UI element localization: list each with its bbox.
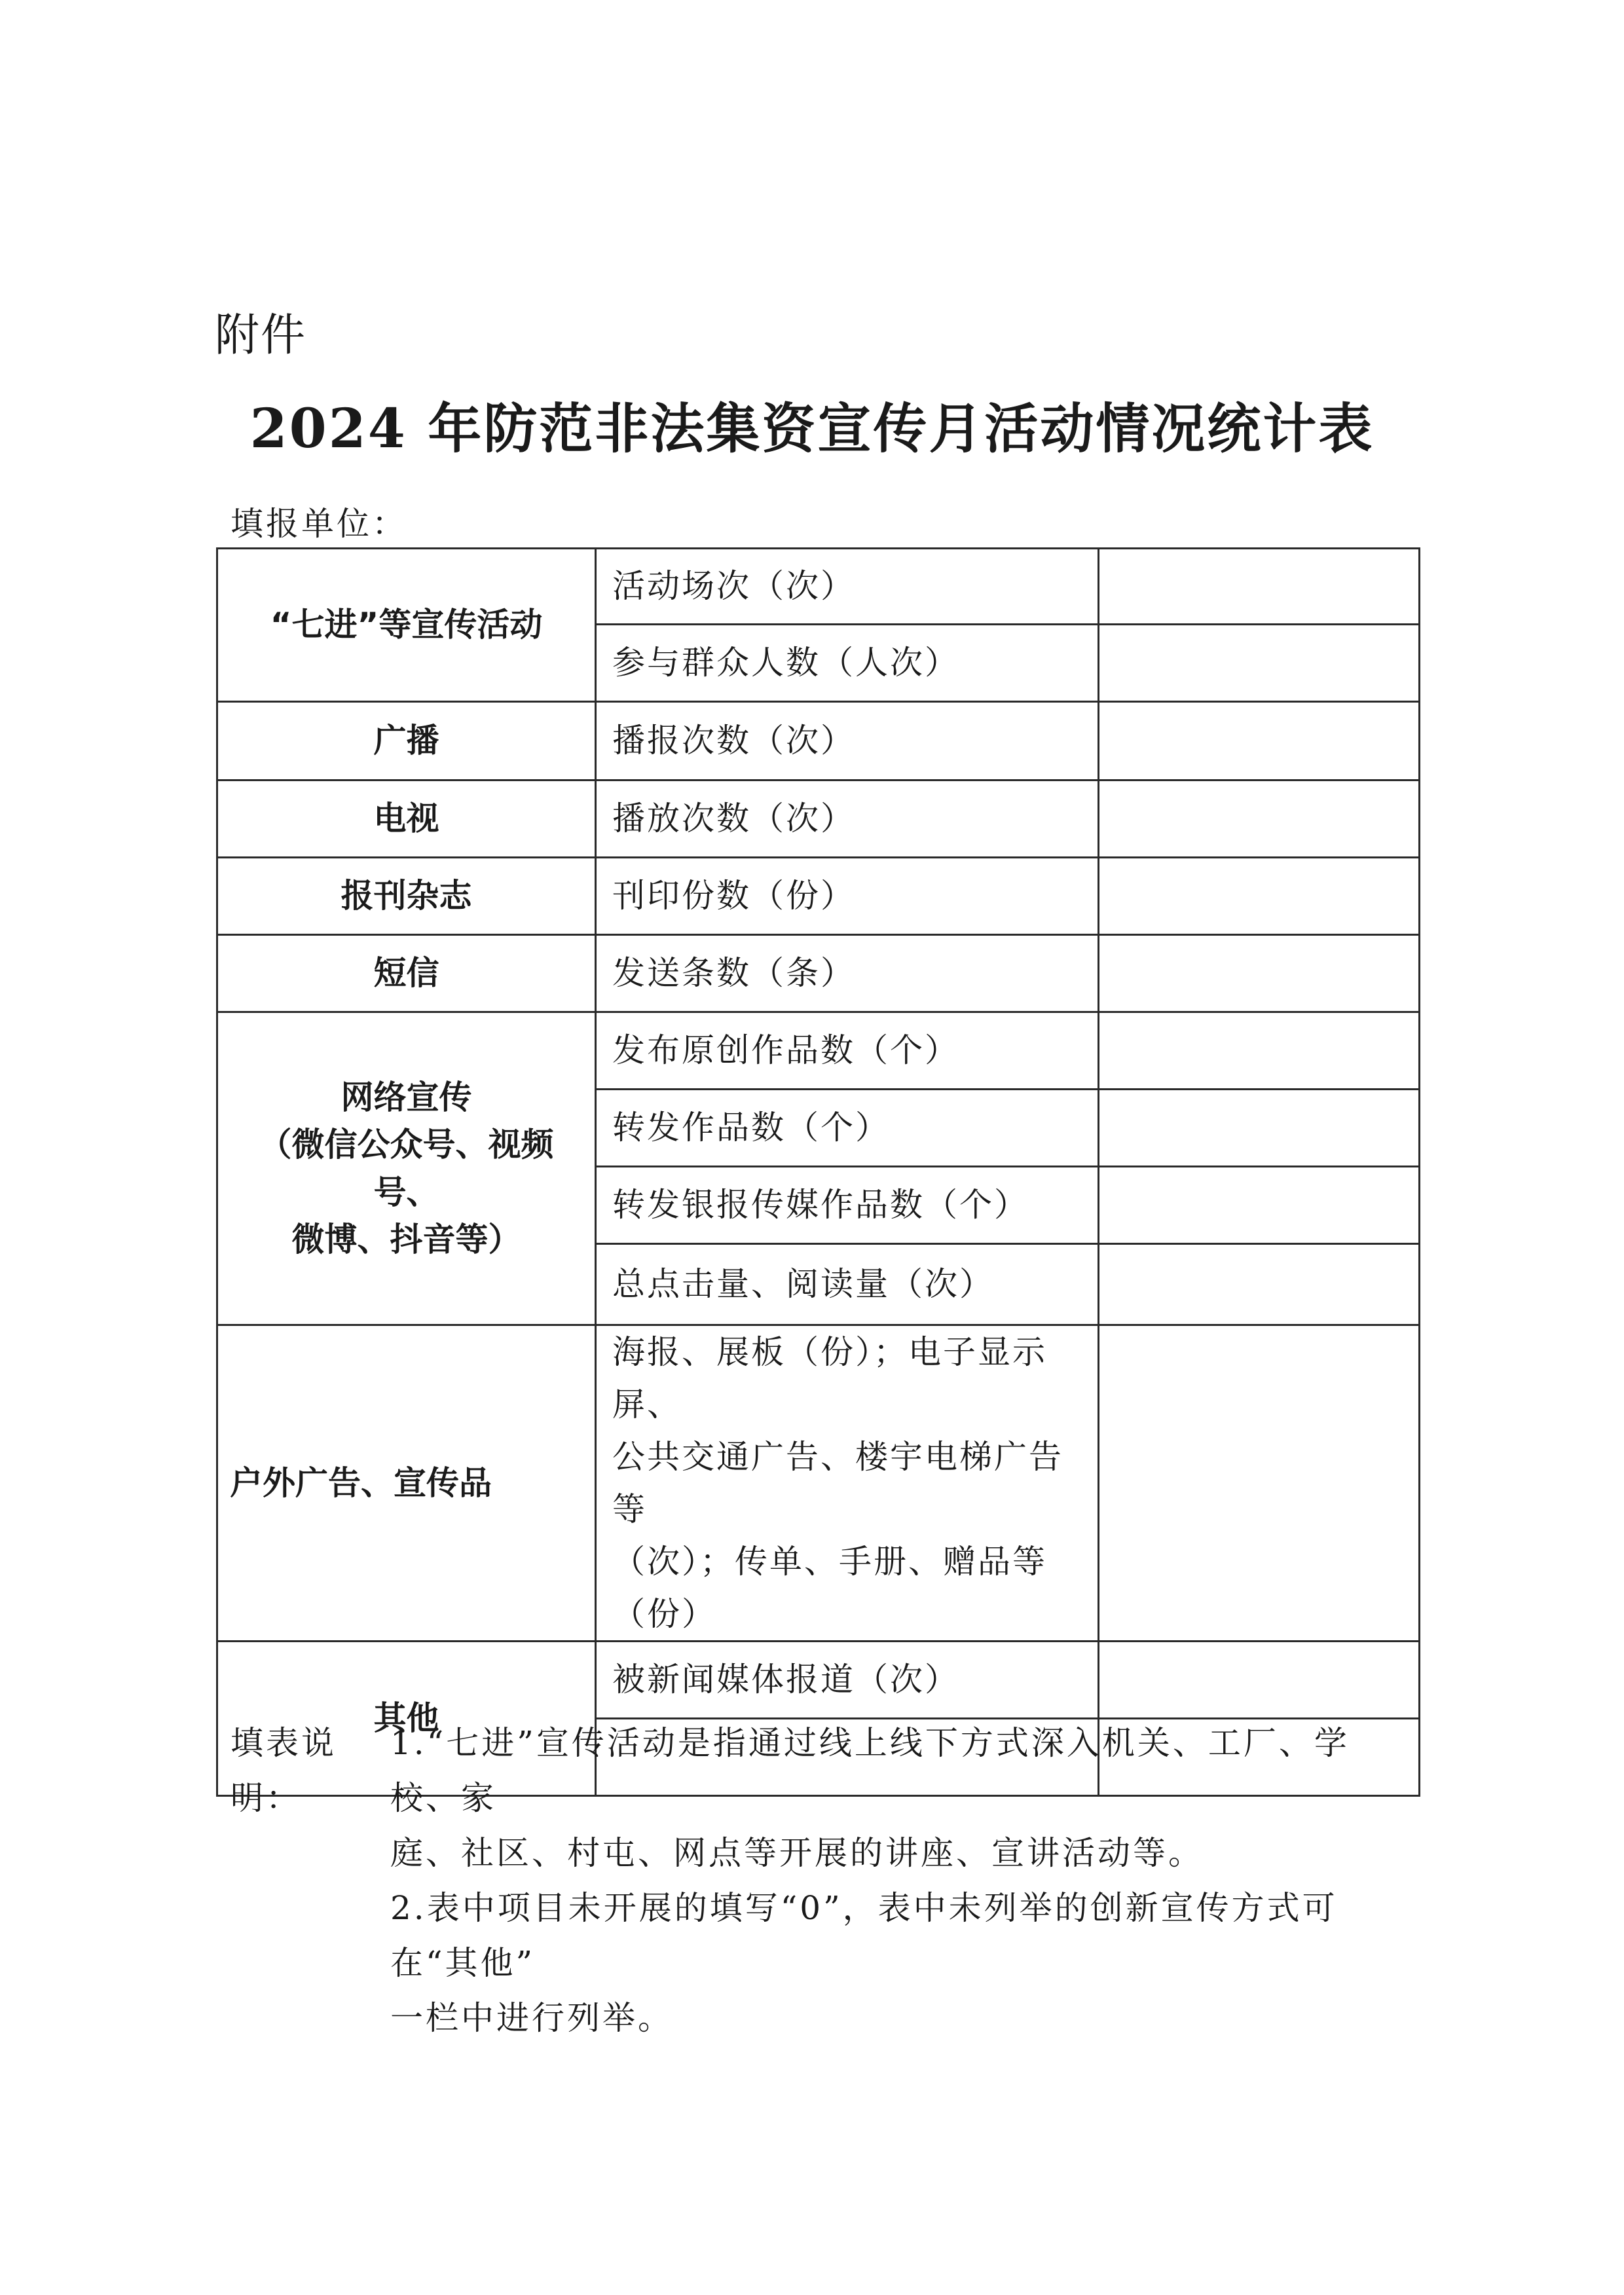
category-broadcast: 广播 [217,702,596,780]
note-2-line-1: 2.表中项目未开展的填写“0”，表中未列举的创新宣传方式可在“其他” [390,1889,1338,1982]
item-outdoor-line1: 海报、展板（份）；电子显示屏、 [612,1333,1047,1423]
item-participants: 参与群众人数（人次） [596,625,1099,702]
value-cell[interactable] [1099,702,1420,780]
item-media-reports: 被新闻媒体报道（次） [596,1642,1099,1719]
table-row [217,935,1420,1012]
attachment-label: 附件 [215,310,307,361]
note-row-1 [231,1716,1416,1826]
note-1-line-1: 1.“七进”宣传活动是指通过线上线下方式深入机关、工厂、学校、家 [390,1724,1350,1817]
value-cell[interactable] [1099,1090,1420,1167]
category-outdoor: 户外广告、宣传品 [217,1325,596,1642]
value-cell[interactable] [1099,1244,1420,1325]
item-reposted-works: 转发作品数（个） [596,1090,1099,1167]
note-2-line-2: 一栏中进行列举。 [390,1999,673,2037]
table-row [217,549,1420,625]
category-online-line3: 微博、抖音等） [291,1221,521,1258]
item-outdoor [596,1325,1099,1642]
value-cell[interactable] [1099,625,1420,702]
reporting-unit-label: 填报单位： [231,505,407,543]
item-tv-count: 播放次数（次） [596,780,1099,858]
item-press-copies: 刊印份数（份） [596,858,1099,935]
value-cell[interactable] [1099,1012,1420,1090]
notes-lead: 填表说明： [231,1724,337,1817]
table-row [217,1325,1420,1642]
table-row [217,702,1420,780]
table-row [217,1012,1420,1090]
item-broadcast-count: 播报次数（次） [596,702,1099,780]
category-press: 报刊杂志 [217,858,596,935]
value-cell[interactable] [1099,858,1420,935]
statistics-table [216,547,1420,1797]
category-qijin: “七进”等宣传活动 [217,549,596,702]
value-cell[interactable] [1099,1167,1420,1244]
table-row [217,780,1420,858]
item-original-works: 发布原创作品数（个） [596,1012,1099,1090]
category-online-line2: （微信公众号、视频号、 [259,1126,554,1211]
category-tv: 电视 [217,780,596,858]
value-cell[interactable] [1099,1642,1420,1719]
item-outdoor-line3: （次）；传单、手册、赠品等（份） [612,1543,1047,1633]
value-cell[interactable] [1099,780,1420,858]
filling-instructions [231,1716,1416,2046]
value-cell[interactable] [1099,935,1420,1012]
value-cell[interactable] [1099,1325,1420,1642]
item-clicks-reads: 总点击量、阅读量（次） [596,1244,1099,1325]
value-cell[interactable] [1099,549,1420,625]
note-1-line-2: 庭、社区、村屯、网点等开展的讲座、宣讲活动等。 [390,1834,1204,1872]
item-sms-count: 发送条数（条） [596,935,1099,1012]
category-online [217,1012,596,1325]
item-outdoor-line2: 公共交通广告、楼宇电梯广告等 [612,1438,1063,1528]
page-title: 2024 年防范非法集资宣传月活动情况统计表 [249,397,1375,460]
category-online-line1: 网络宣传 [341,1078,472,1116]
category-other: 其他 [217,1642,596,1796]
item-reposted-media-works: 转发银报传媒作品数（个） [596,1167,1099,1244]
table-row [217,1642,1420,1719]
item-activity-sessions: 活动场次（次） [596,549,1099,625]
table-row [217,858,1420,935]
category-sms: 短信 [217,935,596,1012]
